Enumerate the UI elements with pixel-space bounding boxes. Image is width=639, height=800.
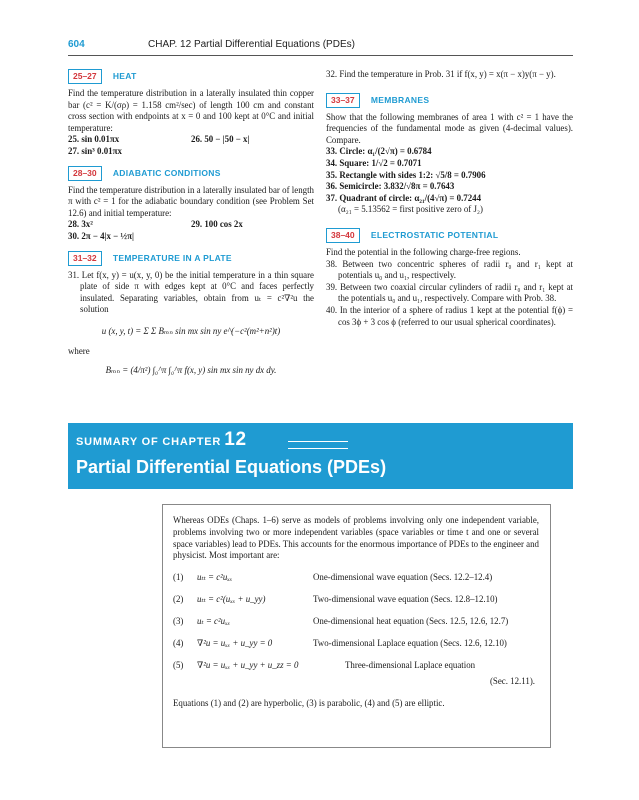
problem-37-note: (α₂₁ = 5.13562 = first positive zero of J₂) bbox=[338, 204, 483, 215]
problem-26: 26. 50 − |50 − x| bbox=[191, 134, 250, 145]
section-badge: 28–30 bbox=[68, 166, 102, 181]
solution-formula: u (x, y, t) = Σ Σ Bₘₙ sin mx sin ny e^(−c²(m²+n²)t) bbox=[101, 325, 281, 336]
equation-number: (1) bbox=[173, 572, 184, 583]
summary-closing: Equations (1) and (2) are hyperbolic, (3) is parabolic, (4) and (5) are elliptic. bbox=[173, 697, 445, 708]
section-title: TEMPERATURE IN A PLATE bbox=[112, 252, 232, 263]
summary-box bbox=[162, 504, 551, 748]
problem-37: 37. Quadrant of circle: α₂₁/(4√π) = 0.7244 bbox=[326, 192, 482, 203]
equation-list bbox=[173, 566, 539, 676]
problem-31: 31. Let f(x, y) = u(x, y, 0) be the initial temperature in a thin square plate of side π with edges kept at 0°C and faces perfectly insulated. Separating variables, obtain from uₜ = c²∇²u the solution bbox=[68, 269, 314, 315]
section-title: ADIABATIC CONDITIONS bbox=[112, 167, 221, 178]
equation-number: (3) bbox=[173, 616, 184, 627]
problem-28: 28. 3x² bbox=[68, 219, 93, 230]
eq5-sections: (Sec. 12.11). bbox=[489, 676, 535, 687]
heat-text: Find the temperature distribution in a laterally insulated thin copper bar (c² = K/(σρ) = 1.158 cm²/sec) of length 100 cm and constant cross section with endpoints at x = 0 and 100 kept at 0°C and initial temperature: bbox=[68, 88, 314, 133]
section-heat bbox=[68, 69, 314, 84]
section-title: HEAT bbox=[112, 71, 137, 81]
page-number: 604 bbox=[68, 39, 85, 50]
summary-banner bbox=[68, 423, 573, 489]
equation-description: One-dimensional wave equation (Secs. 12.2–12.4) bbox=[313, 572, 493, 583]
problem-row bbox=[68, 134, 314, 146]
summary-label bbox=[76, 429, 247, 451]
problem-row bbox=[68, 219, 314, 231]
right-column bbox=[326, 66, 573, 328]
equation-row bbox=[173, 610, 539, 632]
problem-38: 38. Between two concentric spheres of radii r₀ and r₁ kept at potentials u₀ and u₁, respectively. bbox=[326, 258, 573, 281]
equation-description: One-dimensional heat equation (Secs. 12.5, 12.6, 12.7) bbox=[313, 616, 509, 627]
running-header bbox=[68, 39, 573, 55]
section-title: MEMBRANES bbox=[370, 94, 430, 105]
where-label: where bbox=[68, 345, 90, 356]
chapter-number: 12 bbox=[224, 429, 247, 450]
problem-27: 27. sin³ 0.01πx bbox=[68, 145, 122, 156]
problem-36: 36. Semicircle: 3.832/√8π = 0.7643 bbox=[326, 181, 455, 192]
equation-row bbox=[173, 654, 539, 676]
coefficient-formula: Bₘₙ = (4/π²) ∫₀^π ∫₀^π f(x, y) sin mx sin ny dx dy. bbox=[105, 365, 277, 376]
section-badge: 38–40 bbox=[326, 228, 360, 243]
equation-row bbox=[173, 588, 539, 610]
equation-description: Two-dimensional wave equation (Secs. 12.8–12.10) bbox=[313, 594, 498, 605]
problem-35: 35. Rectangle with sides 1:2: √5/8 = 0.7906 bbox=[326, 169, 486, 180]
electrostatic-text: Find the potential in the following charge-free regions. bbox=[326, 246, 521, 257]
problem-39: 39. Between two coaxial circular cylinders of radii r₀ and r₁ kept at the potentials u₀ and u₁, respectively. Compare with Prob. 38. bbox=[326, 281, 573, 304]
left-column bbox=[68, 66, 314, 383]
banner-decoration bbox=[288, 441, 348, 449]
summary-label-text: SUMMARY OF CHAPTER bbox=[76, 436, 222, 448]
equation-description: Two-dimensional Laplace equation (Secs. 12.6, 12.10) bbox=[313, 638, 507, 649]
equation-description: Three-dimensional Laplace equation bbox=[345, 660, 476, 671]
problem-34: 34. Square: 1/√2 = 0.7071 bbox=[326, 157, 422, 168]
equation-row bbox=[173, 566, 539, 588]
section-badge: 33–37 bbox=[326, 93, 360, 108]
equation-number: (5) bbox=[173, 660, 184, 671]
membranes-text: Show that the following membranes of area 1 with c² = 1 have the frequencies of the fundamental mode as given (4-decimal values). Compare. bbox=[326, 111, 573, 145]
equation-expression: ∇²u = uₓₓ + u_yy + u_zz = 0 bbox=[197, 660, 299, 671]
section-electrostatic bbox=[326, 228, 573, 243]
equation-expression: uₜₜ = c²(uₓₓ + u_yy) bbox=[197, 594, 266, 605]
section-title: ELECTROSTATIC POTENTIAL bbox=[370, 229, 499, 240]
section-adiabatic bbox=[68, 166, 314, 181]
section-badge: 31–32 bbox=[68, 251, 102, 266]
equation-number: (4) bbox=[173, 638, 184, 649]
problem-25: 25. sin 0.01πx bbox=[68, 134, 120, 145]
header-rule bbox=[68, 55, 573, 56]
problem-40: 40. In the interior of a sphere of radius 1 kept at the potential f(ϕ) = cos 3ϕ + 3 cos ϕ (referred to our usual spherical coordinates). bbox=[326, 304, 573, 327]
adiabatic-text: Find the temperature distribution in a laterally insulated bar of length π with c² = 1 for the adiabatic boundary condition (see Problem Set 12.6) and initial temperature: bbox=[68, 184, 314, 218]
problem-30: 30. 2π − 4|x − ½π| bbox=[68, 230, 134, 241]
problem-33: 33. Circle: α₁/(2√π) = 0.6784 bbox=[326, 146, 432, 157]
equation-row bbox=[173, 632, 539, 654]
section-badge: 25–27 bbox=[68, 69, 102, 84]
problem-29: 29. 100 cos 2x bbox=[191, 219, 243, 230]
summary-intro: Whereas ODEs (Chaps. 1–6) serve as models of problems involving only one independent variable, problems involving two or more independent variables (space variables or time t and one or several space variables) lead to PDEs. This accounts for the enormous importance of PDEs to the engineer and physicist. Most important are: bbox=[173, 515, 539, 561]
section-plate bbox=[68, 251, 314, 266]
equation-expression: uₜ = c²uₓₓ bbox=[197, 616, 231, 627]
equation-expression: ∇²u = uₓₓ + u_yy = 0 bbox=[197, 638, 273, 649]
problem-32: 32. Find the temperature in Prob. 31 if f(x, y) = x(π − x)y(π − y). bbox=[326, 69, 556, 79]
equation-number: (2) bbox=[173, 594, 184, 605]
section-membranes bbox=[326, 93, 573, 108]
running-head: CHAP. 12 Partial Differential Equations (PDEs) bbox=[148, 39, 355, 50]
equation-expression: uₜₜ = c²uₓₓ bbox=[197, 572, 233, 583]
summary-title: Partial Differential Equations (PDEs) bbox=[76, 457, 387, 477]
